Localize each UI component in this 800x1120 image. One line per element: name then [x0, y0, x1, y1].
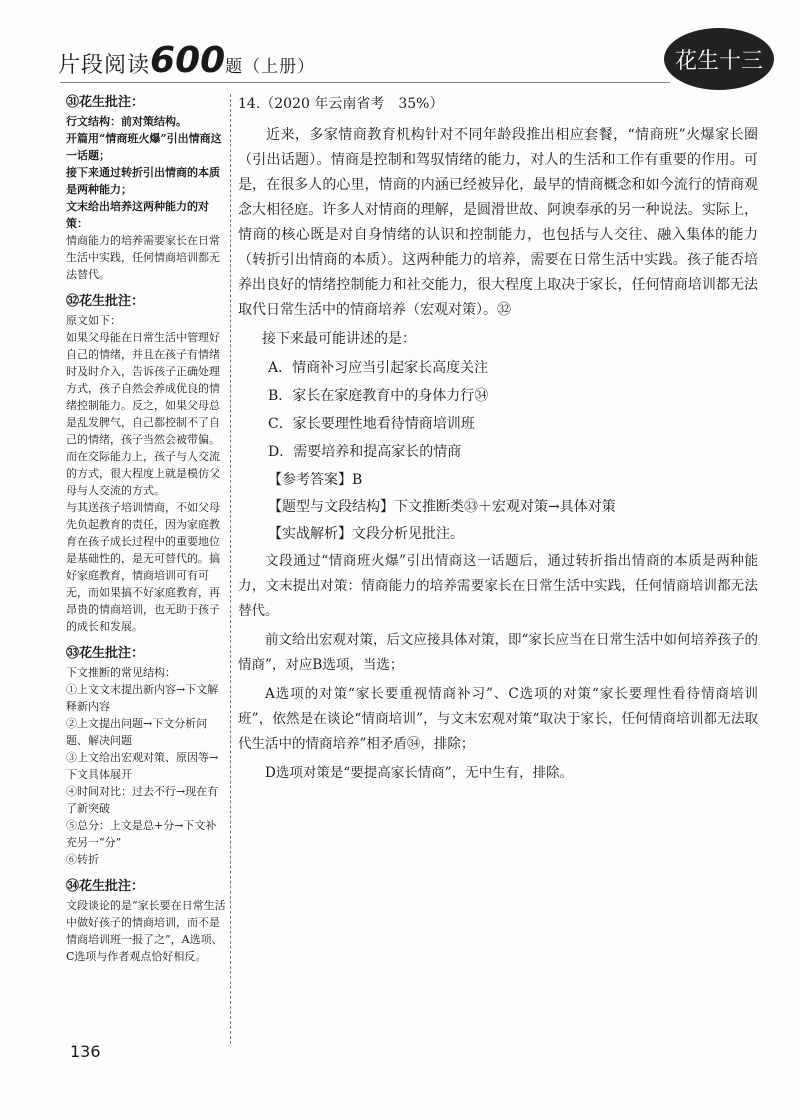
option-a: A．情商补习应当引起家长高度关注: [268, 360, 489, 376]
analysis-paragraph: 前文给出宏观对策，后文应接具体对策，即“家长应当在日常生活中如何培养孩子的情商”，对应B选项，当选；: [238, 632, 758, 673]
annotation-line: ③上文给出宏观对策、原因等→下文具体展开: [66, 751, 219, 781]
brand-logo: [664, 28, 774, 90]
annotation-line: ②上文提出问题→下文分析问题、解决问题: [66, 717, 208, 747]
passage: 近来，多家情商教育机构针对不同年龄段推出相应套餐，“情商班”火爆家长圈（引出话题）。情商是控制和驾驭情绪的能力，对人的生活和工作有重要的作用。可是，在很多人的心里，情商的内涵已经被异化，最早的情商概念和如今流行的情商观念大相径庭。许多人对情商的理解，是圆滑世故、阿谀奉承的另一种说法。实际上，情商的核心既是对自身情绪的认识和控制能力，也包括与人交往、融入集体的能力（转折引出情商的本质）。这两种能力的培养，需要在日常生活中实践。孩子能否培养出良好的情绪控制能力和社交能力，很大程度上取决于家长，任何情商培训都无法取代日常生活中的情商培养（宏观对策）。㉜: [238, 127, 758, 318]
annotation-sidebar: [66, 94, 226, 975]
title-prefix: 片段阅读: [58, 53, 151, 78]
annotation-line: 文末给出培养这两种能力的对策：: [66, 200, 209, 230]
title-suffix: 题: [225, 57, 244, 77]
annotation-head: ㉞花生批注：: [66, 879, 145, 894]
annotation-line: 行文结构：前对策结构。: [66, 115, 187, 128]
annotation-line: 如果父母能在日常生活中管理好自己的情绪，并且在孩子有情绪时及时介入，告诉孩子正确处理方式，孩子自然会养成优良的情绪控制能力。反之，如果父母总是乱发脾气，自己都控制不了自己的情绪，孩子当然会被带偏。而在交际能力上，孩子与人交流的方式，很大程度上就是模仿父母与人交流的方式。: [66, 331, 220, 497]
option-c: C．家长要理性地看待情商培训班: [268, 416, 475, 432]
option-b: B．家长在家庭教育中的身体力行㉞: [268, 388, 489, 404]
annotation-line: 与其送孩子培训情商，不如父母先负起教育的责任，因为家庭教育在孩子成长过程中的重要地位是基础性的，是无可替代的。搞好家庭教育，情商培训可有可无，而如果搞不好家庭教育，再昂贵的情商培训，也无助于孩子的成长和发展。: [66, 501, 220, 633]
analysis-paragraph: D选项对策是“要提高家长情商”，无中生有，排除。: [265, 765, 574, 781]
question-structure: 【题型与文段结构】下文推断类㉝＋宏观对策→具体对策: [268, 499, 616, 515]
annotation-line: 情商能力的培养需要家长在日常生活中实践，任何情商培训都无法替代。: [66, 234, 220, 281]
annotation-line: ①上文文末提出新内容→下文解释新内容: [66, 683, 219, 713]
annotation-line: 下文推断的常见结构：: [66, 666, 176, 679]
title-volume: （上册）: [243, 57, 316, 77]
title-number: 600: [150, 40, 226, 81]
annotation-line: 开篇用“情商班火爆”引出情商这一话题；: [66, 132, 222, 162]
annotation-note: [66, 878, 226, 965]
annotation-note: [66, 94, 226, 283]
annotation-line: 接下来通过转折引出情商的本质是两种能力；: [66, 166, 220, 196]
main-content: [238, 92, 758, 790]
annotation-head: ㉝花生批注：: [66, 646, 145, 661]
column-divider: [230, 94, 231, 1044]
annotation-line: 原文如下：: [66, 314, 121, 327]
annotation-head: ㉜花生批注：: [66, 294, 145, 309]
annotation-line: ④时间对比：过去不行→现在有了新突破: [66, 785, 219, 815]
header-rule: [60, 82, 670, 83]
annotation-note: [66, 645, 226, 868]
analysis-head: 【实战解析】文段分析见批注。: [268, 526, 464, 542]
question-prompt: 接下来最可能讲述的是：: [262, 331, 416, 347]
annotation-note: [66, 293, 226, 635]
annotation-line: ⑥转折: [66, 853, 99, 866]
question-head: 14.（2020 年云南省考 35%）: [238, 96, 444, 112]
option-d: D．需要培养和提高家长的情商: [268, 444, 462, 460]
annotation-head: ㉛花生批注：: [66, 95, 145, 110]
book-title: [58, 40, 315, 81]
analysis-paragraph: 文段通过“情商班火爆”引出情商这一话题后，通过转折指出情商的本质是两种能力，文末提出对策：情商能力的培养需要家长在日常生活中实践，任何情商培训都无法替代。: [238, 553, 758, 619]
page-number: 136: [70, 1042, 101, 1061]
page-header: [0, 0, 800, 100]
logo-text: 花生十三: [674, 48, 763, 74]
annotation-line: ⑤总分：上文是总+分→下文补充另一“分”: [66, 819, 217, 849]
annotation-line: 文段谈论的是“家长要在日常生活中做好孩子的情商培训，而不是情商培训班一报了之”，A选项、C选项与作者观点恰好相反。: [66, 899, 226, 963]
reference-answer: 【参考答案】B: [268, 472, 363, 488]
analysis-paragraph: A选项的对策“家长要重视情商补习”、C选项的对策“家长要理性看待情商培训班”，依然是在谈论“情商培训”，与文末宏观对策“取决于家长，任何情商培训都无法取代生活中的情商培养”相矛盾㉞，排除；: [238, 686, 758, 752]
